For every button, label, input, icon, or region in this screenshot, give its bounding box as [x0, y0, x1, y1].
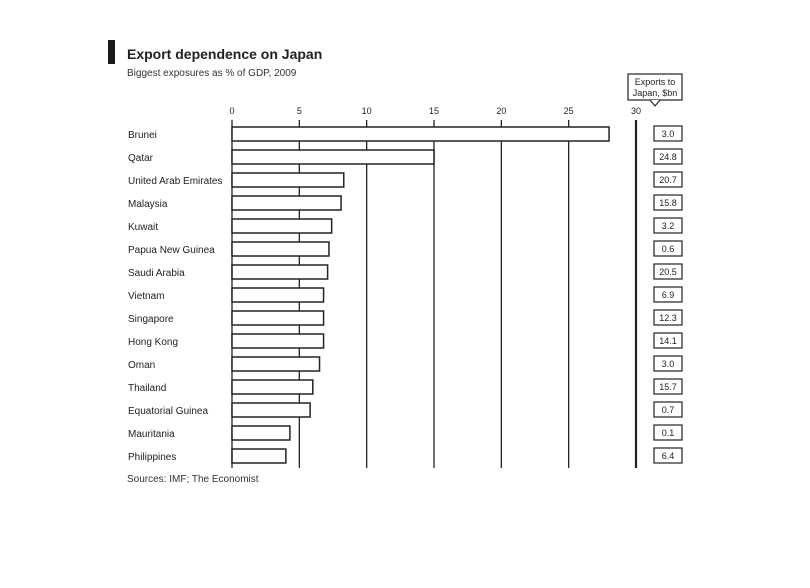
category-label: United Arab Emirates — [128, 176, 223, 187]
bar — [232, 150, 434, 164]
category-label: Philippines — [128, 452, 177, 463]
x-tick-label: 0 — [229, 106, 235, 116]
side-header-pointer — [650, 100, 660, 106]
chart-subtitle: Biggest exposures as % of GDP, 2009 — [127, 68, 297, 79]
side-value: 3.0 — [661, 359, 675, 369]
side-value: 0.7 — [661, 405, 675, 415]
category-label: Thailand — [128, 383, 167, 394]
category-label: Equatorial Guinea — [128, 406, 209, 417]
side-value: 20.7 — [659, 175, 677, 185]
bar — [232, 219, 332, 233]
x-tick-label: 20 — [496, 106, 507, 116]
bar — [232, 127, 609, 141]
category-label: Brunei — [128, 130, 157, 141]
side-value: 3.0 — [661, 129, 675, 139]
chart-source: Sources: IMF; The Economist — [127, 474, 259, 485]
bar — [232, 357, 320, 371]
side-header-line-2: Japan, $bn — [632, 88, 678, 98]
x-tick-label: 25 — [563, 106, 574, 116]
bar — [232, 196, 341, 210]
side-value: 0.6 — [661, 244, 675, 254]
x-tick-label: 15 — [428, 106, 440, 116]
category-label: Papua New Guinea — [128, 245, 215, 256]
side-value: 3.2 — [661, 221, 675, 231]
bar — [232, 311, 324, 325]
side-value: 14.1 — [659, 336, 677, 346]
bar — [232, 334, 324, 348]
category-label: Malaysia — [128, 199, 168, 210]
bar — [232, 380, 313, 394]
category-label: Mauritania — [128, 429, 175, 440]
side-value: 15.7 — [659, 382, 677, 392]
category-label: Qatar — [128, 153, 154, 164]
bar — [232, 242, 329, 256]
category-label: Saudi Arabia — [128, 268, 185, 279]
category-label: Singapore — [128, 314, 174, 325]
bar — [232, 173, 344, 187]
bar — [232, 449, 286, 463]
category-label: Hong Kong — [128, 337, 179, 348]
side-value: 6.4 — [661, 451, 675, 461]
bar — [232, 288, 324, 302]
side-value: 15.8 — [659, 198, 677, 208]
bar — [232, 265, 328, 279]
side-value: 24.8 — [659, 152, 677, 162]
x-tick-label: 30 — [630, 106, 642, 116]
bar — [232, 403, 310, 417]
category-label: Kuwait — [128, 222, 159, 233]
side-value: 12.3 — [659, 313, 677, 323]
x-tick-label: 10 — [361, 106, 372, 116]
side-value: 6.9 — [661, 290, 675, 300]
bar — [232, 426, 290, 440]
side-value: 0.1 — [661, 428, 675, 438]
x-tick-label: 5 — [296, 106, 302, 116]
side-header-line-1: Exports to — [634, 77, 676, 87]
chart-title: Export dependence on Japan — [127, 46, 323, 62]
category-label: Oman — [128, 360, 156, 371]
category-label: Vietnam — [128, 291, 165, 302]
side-value: 20.5 — [659, 267, 677, 277]
